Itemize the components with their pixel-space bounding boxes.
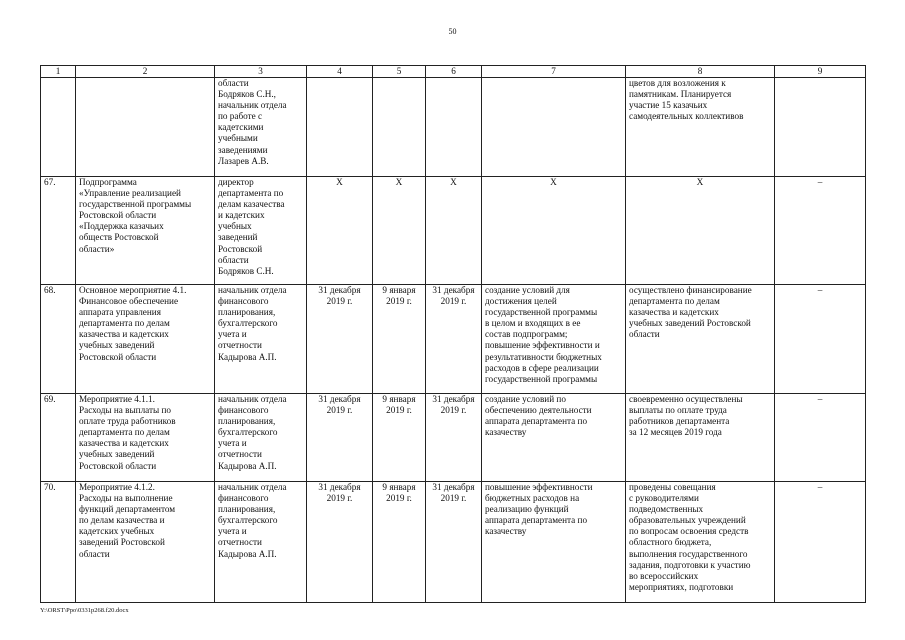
actual-result: цветов для возложения к памятникам. Планируется участие 15 казачьих самодеятельных коллективов [626, 78, 775, 177]
notes: – [775, 285, 866, 394]
actual-result: X [626, 177, 775, 285]
table-row [41, 394, 866, 482]
column-header: 5 [373, 66, 426, 78]
column-header: 2 [76, 66, 215, 78]
expected-result [482, 78, 626, 177]
activity-name: Основное мероприятие 4.1. Финансовое обеспечение аппарата управления департамента по делам казачества и кадетских учебных заведений Ростовской области [76, 285, 215, 394]
column-header: 3 [215, 66, 307, 78]
table-row-continuation [41, 78, 866, 177]
planned-start: 31 декабря 2019 г. [307, 394, 373, 482]
planned-end: X [373, 177, 426, 285]
responsible-person: директор департамента по делам казачества и кадетских учебных заведений Ростовской области Бодряков С.Н. [215, 177, 307, 285]
planned-end [373, 78, 426, 177]
row-number: 68. [41, 285, 76, 394]
column-header: 9 [775, 66, 866, 78]
page-number: 50 [448, 27, 457, 36]
activity-name: Подпрограмма «Управление реализацией государственной программы Ростовской области «Поддержка казачьих обществ Ростовской области» [76, 177, 215, 285]
column-header: 7 [482, 66, 626, 78]
notes: – [775, 394, 866, 482]
footer-file-path: Y:\ORST\Ppo\0331p268.f20.docx [40, 607, 129, 614]
expected-result: X [482, 177, 626, 285]
expected-result: создание условий для достижения целей государственной программы в целом и входящих в ее состав подпрограмм; повышение эффективности и результативности бюджетных расходов в сфере реализации государственной программы [482, 285, 626, 394]
row-number: 69. [41, 394, 76, 482]
actual-date: X [426, 177, 482, 285]
planned-start: 31 декабря 2019 г. [307, 482, 373, 603]
actual-date: 31 декабря 2019 г. [426, 394, 482, 482]
row-number [41, 78, 76, 177]
report-table [40, 65, 866, 603]
column-header: 1 [41, 66, 76, 78]
notes [775, 78, 866, 177]
row-number: 70. [41, 482, 76, 603]
responsible-person: области Бодряков С.Н., начальник отдела по работе с кадетскими учебными заведениями Лазарев А.В. [215, 78, 307, 177]
planned-start: X [307, 177, 373, 285]
activity-name [76, 78, 215, 177]
column-header: 6 [426, 66, 482, 78]
table-row [41, 285, 866, 394]
actual-date [426, 78, 482, 177]
notes: – [775, 482, 866, 603]
column-header: 8 [626, 66, 775, 78]
planned-end: 9 января 2019 г. [373, 394, 426, 482]
actual-result: своевременно осуществлены выплаты по оплате труда работников департамента за 12 месяцев 2019 года [626, 394, 775, 482]
activity-name: Мероприятие 4.1.1. Расходы на выплаты по оплате труда работников департамента по делам казачества и кадетских учебных заведений Ростовской области [76, 394, 215, 482]
actual-result: осуществлено финансирование департамента по делам казачества и кадетских учебных заведений Ростовской области [626, 285, 775, 394]
planned-end: 9 января 2019 г. [373, 285, 426, 394]
expected-result: создание условий по обеспечению деятельности аппарата департамента по казачеству [482, 394, 626, 482]
notes: – [775, 177, 866, 285]
row-number: 67. [41, 177, 76, 285]
planned-start: 31 декабря 2019 г. [307, 285, 373, 394]
planned-start [307, 78, 373, 177]
responsible-person: начальник отдела финансового планирования, бухгалтерского учета и отчетности Кадырова А.П. [215, 482, 307, 603]
planned-end: 9 января 2019 г. [373, 482, 426, 603]
column-header: 4 [307, 66, 373, 78]
column-number-row [41, 66, 866, 78]
table-row [41, 482, 866, 603]
actual-result: проведены совещания с руководителями подведомственных образовательных учреждений по вопросам освоения средств областного бюджета, выполнения государственного задания, подготовки к участию во всероссийских мероприятиях, подготовки [626, 482, 775, 603]
responsible-person: начальник отдела финансового планирования, бухгалтерского учета и отчетности Кадырова А.П. [215, 285, 307, 394]
activity-name: Мероприятие 4.1.2. Расходы на выполнение функций департаментом по делам казачества и кадетских учебных заведений Ростовской области [76, 482, 215, 603]
actual-date: 31 декабря 2019 г. [426, 482, 482, 603]
expected-result: повышение эффективности бюджетных расходов на реализацию функций аппарата департамента по казачеству [482, 482, 626, 603]
actual-date: 31 декабря 2019 г. [426, 285, 482, 394]
table-row [41, 177, 866, 285]
responsible-person: начальник отдела финансового планирования, бухгалтерского учета и отчетности Кадырова А.П. [215, 394, 307, 482]
